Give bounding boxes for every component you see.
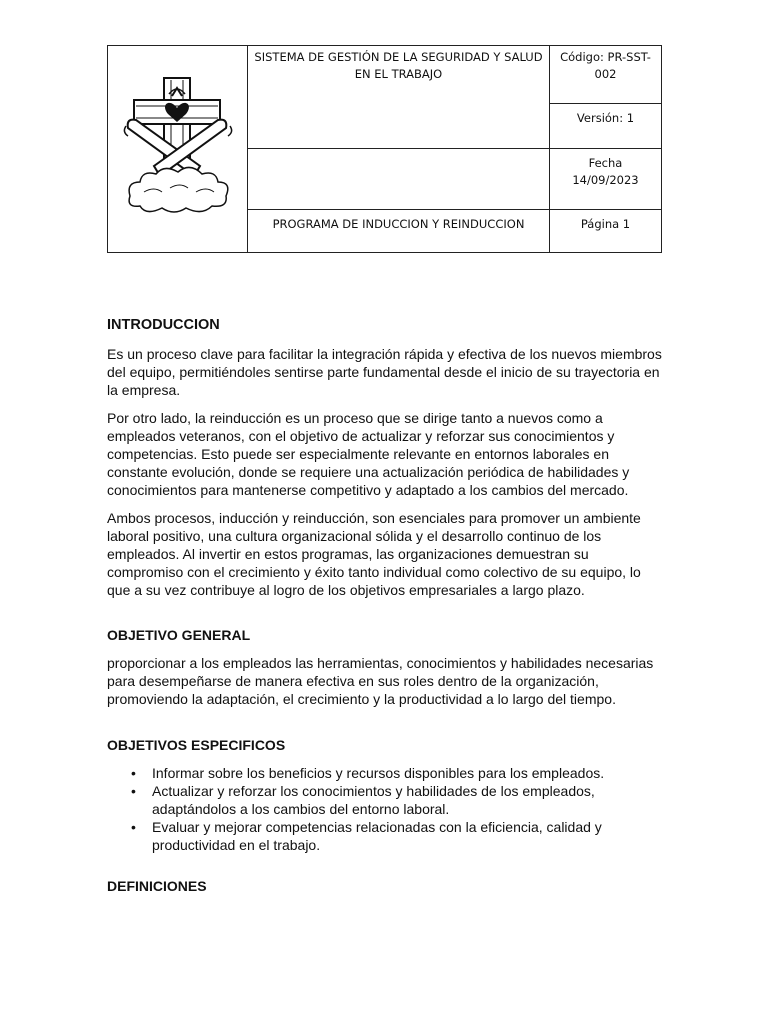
introduction-heading: INTRODUCCION <box>107 317 220 333</box>
document-version: Versión: 1 <box>550 104 662 149</box>
cross-logo-icon <box>120 76 236 216</box>
empty-header-cell <box>248 149 550 210</box>
specific-objectives-heading: OBJETIVOS ESPECIFICOS <box>107 737 286 753</box>
date-label: Fecha <box>588 156 623 170</box>
document-date-cell <box>550 149 662 210</box>
page-number: Página 1 <box>550 210 662 253</box>
introduction-paragraph-2: Por otro lado, la reinducción es un proceso que se dirige tanto a nuevos como a empleados veteranos, con el objetivo de actualizar y reforzar sus conocimientos y competencias. Esto puede ser especialmente relevante en entornos laborales en constante evolución, donde se requiere una actualización periódica de habilidades y conocimientos para mantenerse competitivo y adaptado a los cambios del mercado. <box>107 410 630 498</box>
document-code: Código: PR-SST-002 <box>550 46 662 104</box>
system-title-cell: SISTEMA DE GESTIÓN DE LA SEGURIDAD Y SALUD EN EL TRABAJO <box>248 46 550 149</box>
document-body <box>107 316 667 895</box>
general-objective-heading: OBJETIVO GENERAL <box>107 627 251 643</box>
definitions-heading: DEFINICIONES <box>107 878 207 894</box>
introduction-paragraph-3: Ambos procesos, inducción y reinducción, son esenciales para promover un ambiente laboral positivo, una cultura organizacional sólida y el desarrollo continuo de los empleados. Al invertir en estos programas, las organizaciones demuestran su compromiso con el crecimiento y éxito tanto individual como colectivo de su equipo, lo que a su vez contribuye al logro de los objetivos empresariales a largo plazo. <box>107 510 641 598</box>
general-objective-text: proporcionar a los empleados las herramientas, conocimientos y habilidades necesarias para desempeñarse de manera efectiva en sus roles dentro de la organización, promoviendo la adaptación, el crecimiento y la productividad a lo largo del tiempo. <box>107 655 654 707</box>
document-header-table <box>107 45 662 253</box>
date-value: 14/09/2023 <box>572 173 639 187</box>
list-item: • Evaluar y mejorar competencias relacionadas con la eficiencia, calidad y productividad en el trabajo. <box>152 818 667 854</box>
logo-cell <box>108 46 248 253</box>
list-item: • Actualizar y reforzar los conocimientos y habilidades de los empleados, adaptándolos a los cambios del entorno laboral. <box>152 782 667 818</box>
list-item: • Informar sobre los beneficios y recursos disponibles para los empleados. <box>152 764 667 782</box>
specific-objectives-list <box>107 764 667 854</box>
program-title-cell: PROGRAMA DE INDUCCION Y REINDUCCION <box>248 210 550 253</box>
introduction-paragraph-1: Es un proceso clave para facilitar la integración rápida y efectiva de los nuevos miembros del equipo, permitiéndoles sentirse parte fundamental desde el inicio de su trayectoria en la empresa. <box>107 346 662 398</box>
